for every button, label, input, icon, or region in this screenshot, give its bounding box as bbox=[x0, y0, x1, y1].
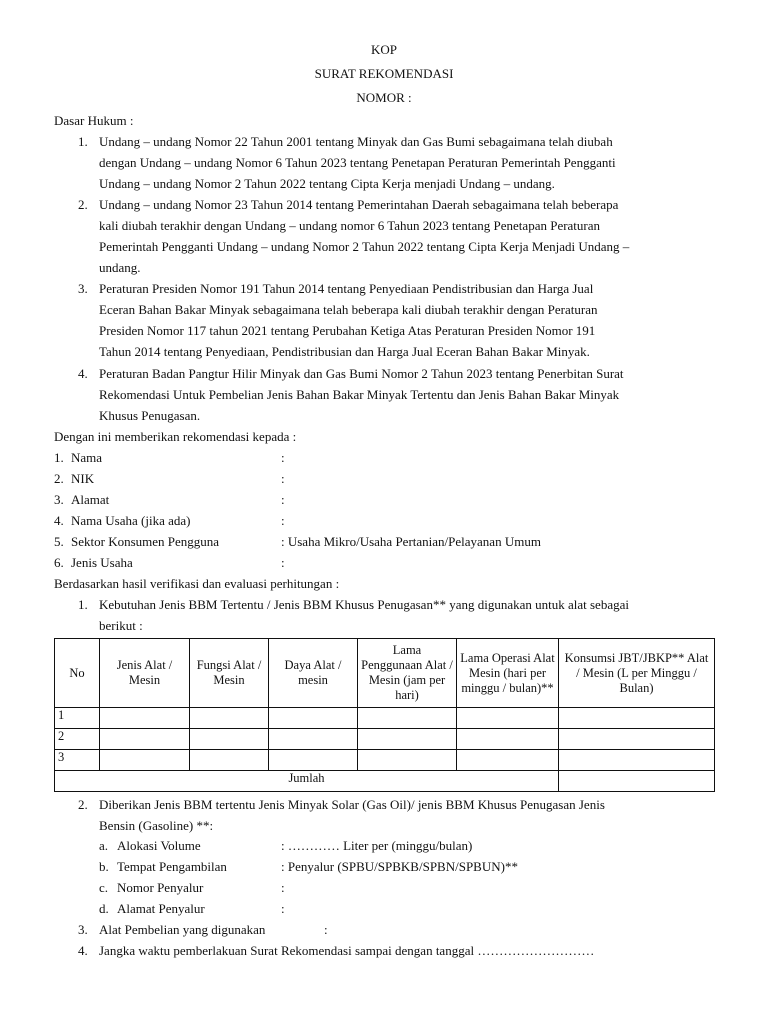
legal-item-line: Undang – undang Nomor 2 Tahun 2022 tentang Cipta Kerja menjadi Undang – undang. bbox=[99, 176, 555, 191]
legal-item-number: 2. bbox=[78, 197, 88, 212]
verification-item-line: berikut : bbox=[99, 618, 143, 633]
col-header-lama-operasi: Lama Operasi Alat Mesin (hari per minggu / bulan)** bbox=[457, 639, 559, 708]
purchase-item-value: : bbox=[324, 922, 328, 937]
table-total-row bbox=[55, 771, 715, 792]
allocation-item-line: Diberikan Jenis BBM tertentu Jenis Minyak Solar (Gas Oil)/ jenis BBM Khusus Penugasan Jenis bbox=[99, 797, 605, 812]
table-cell bbox=[190, 729, 269, 750]
table-cell bbox=[269, 750, 358, 771]
total-label: Jumlah bbox=[55, 771, 559, 792]
legal-item-line: Undang – undang Nomor 22 Tahun 2001 tentang Minyak dan Gas Bumi sebagaimana telah diubah bbox=[99, 134, 613, 149]
table-row bbox=[55, 750, 715, 771]
field-number: 5. bbox=[54, 534, 64, 549]
validity-item-number: 4. bbox=[78, 943, 88, 958]
field-value-alamat: : bbox=[281, 492, 285, 507]
equipment-table bbox=[54, 638, 715, 792]
allocation-item-line: Bensin (Gasoline) **: bbox=[99, 818, 214, 833]
field-label-sektor: Sektor Konsumen Pengguna bbox=[71, 534, 220, 549]
legal-item-line: Presiden Nomor 117 tahun 2021 tentang Perubahan Ketiga Atas Peraturan Presiden Nomor 191 bbox=[99, 323, 596, 338]
table-row bbox=[55, 729, 715, 750]
field-number: 3. bbox=[54, 492, 64, 507]
verification-intro: Berdasarkan hasil verifikasi dan evaluasi perhitungan : bbox=[54, 576, 340, 591]
allocation-item-number: 2. bbox=[78, 797, 88, 812]
field-label-nama: Nama bbox=[71, 450, 103, 465]
verification-item-number: 1. bbox=[78, 597, 88, 612]
legal-item-line: Khusus Penugasan. bbox=[99, 408, 201, 423]
sub-letter: c. bbox=[99, 880, 109, 895]
table-cell bbox=[559, 708, 715, 729]
table-cell bbox=[358, 750, 457, 771]
legal-item-line: dengan Undang – undang Nomor 6 Tahun 2023 tentang Penetapan Peraturan Pemerintah Pengganti bbox=[99, 155, 616, 170]
table-cell bbox=[559, 729, 715, 750]
legal-item-number: 3. bbox=[78, 281, 88, 296]
table-header-row bbox=[55, 639, 715, 708]
row-number: 2 bbox=[55, 729, 100, 750]
row-number: 1 bbox=[55, 708, 100, 729]
total-value bbox=[559, 771, 715, 792]
field-value-jenis-usaha: : bbox=[281, 555, 285, 570]
table-cell bbox=[190, 708, 269, 729]
recipient-intro: Dengan ini memberikan rekomendasi kepada : bbox=[54, 429, 297, 444]
table-cell bbox=[190, 750, 269, 771]
table-cell bbox=[457, 729, 559, 750]
field-label-nik: NIK bbox=[71, 471, 95, 486]
table-cell bbox=[269, 729, 358, 750]
field-number: 4. bbox=[54, 513, 64, 528]
legal-item-line: Eceran Bahan Bakar Minyak sebagaimana telah beberapa kali diubah terakhir dengan Peraturan bbox=[99, 302, 598, 317]
legal-item-line: undang. bbox=[99, 260, 141, 275]
sub-letter: b. bbox=[99, 859, 109, 874]
table-cell bbox=[457, 708, 559, 729]
field-number: 6. bbox=[54, 555, 64, 570]
sub-label-alokasi: Alokasi Volume bbox=[117, 838, 201, 853]
col-header-no: No bbox=[55, 639, 100, 708]
letter-number: NOMOR : bbox=[356, 90, 412, 105]
legal-item-number: 4. bbox=[78, 366, 88, 381]
sub-value-alamat-penyalur: : bbox=[281, 901, 285, 916]
purchase-item-label: Alat Pembelian yang digunakan bbox=[99, 922, 266, 937]
table-cell bbox=[358, 708, 457, 729]
col-header-daya-alat: Daya Alat / mesin bbox=[269, 639, 358, 708]
legal-item-number: 1. bbox=[78, 134, 88, 149]
validity-item-text: Jangka waktu pemberlakuan Surat Rekomendasi sampai dengan tanggal ……………………… bbox=[99, 943, 595, 958]
field-number: 2. bbox=[54, 471, 64, 486]
row-number: 3 bbox=[55, 750, 100, 771]
field-label-jenis-usaha: Jenis Usaha bbox=[71, 555, 133, 570]
table-cell bbox=[559, 750, 715, 771]
legal-item-line: Rekomendasi Untuk Pembelian Jenis Bahan Bakar Minyak Tertentu dan Jenis Bahan Bakar Minyak bbox=[99, 387, 620, 402]
table-cell bbox=[100, 750, 190, 771]
table-row bbox=[55, 708, 715, 729]
sub-value-alokasi: : ………… Liter per (minggu/bulan) bbox=[281, 838, 473, 853]
field-label-alamat: Alamat bbox=[71, 492, 110, 507]
sub-label-alamat-penyalur: Alamat Penyalur bbox=[117, 901, 205, 916]
table-cell bbox=[100, 708, 190, 729]
legal-item-line: Peraturan Presiden Nomor 191 Tahun 2014 tentang Penyediaan Pendistribusian dan Harga Jual bbox=[99, 281, 594, 296]
legal-item-line: Tahun 2014 tentang Penyediaan, Pendistribusian dan Harga Jual Eceran Bahan Bakar Minyak. bbox=[99, 344, 590, 359]
field-value-nama-usaha: : bbox=[281, 513, 285, 528]
sub-value-tempat: : Penyalur (SPBU/SPBKB/SPBN/SPBUN)** bbox=[281, 859, 518, 874]
col-header-fungsi-alat: Fungsi Alat / Mesin bbox=[190, 639, 269, 708]
table-cell bbox=[358, 729, 457, 750]
field-value-sektor: : Usaha Mikro/Usaha Pertanian/Pelayanan Umum bbox=[281, 534, 541, 549]
letter-title: SURAT REKOMENDASI bbox=[314, 66, 454, 81]
legal-item-line: Peraturan Badan Pangtur Hilir Minyak dan Gas Bumi Nomor 2 Tahun 2023 tentang Penerbitan Surat bbox=[99, 366, 624, 381]
field-value-nik: : bbox=[281, 471, 285, 486]
kop-heading: KOP bbox=[370, 42, 397, 57]
table-cell bbox=[269, 708, 358, 729]
col-header-jenis-alat: Jenis Alat / Mesin bbox=[100, 639, 190, 708]
legal-item-line: Pemerintah Pengganti Undang – undang Nomor 2 Tahun 2022 tentang Cipta Kerja Menjadi Undang – bbox=[99, 239, 630, 254]
legal-item-line: Undang – undang Nomor 23 Tahun 2014 tentang Pemerintahan Daerah sebagaimana telah beberapa bbox=[99, 197, 619, 212]
verification-item-line: Kebutuhan Jenis BBM Tertentu / Jenis BBM Khusus Penugasan** yang digunakan untuk alat sebagai bbox=[99, 597, 629, 612]
table-cell bbox=[100, 729, 190, 750]
sub-letter: d. bbox=[99, 901, 109, 916]
sub-value-nomor-penyalur: : bbox=[281, 880, 285, 895]
dasar-hukum-label: Dasar Hukum : bbox=[54, 113, 134, 128]
field-number: 1. bbox=[54, 450, 64, 465]
legal-item-line: kali diubah terakhir dengan Undang – undang nomor 6 Tahun 2023 tentang Penetapan Peraturan bbox=[99, 218, 601, 233]
sub-label-tempat: Tempat Pengambilan bbox=[117, 859, 227, 874]
col-header-konsumsi: Konsumsi JBT/JBKP** Alat / Mesin (L per Minggu / Bulan) bbox=[559, 639, 715, 708]
sub-letter: a. bbox=[99, 838, 109, 853]
purchase-item-number: 3. bbox=[78, 922, 88, 937]
field-value-nama: : bbox=[281, 450, 285, 465]
table-cell bbox=[457, 750, 559, 771]
field-label-nama-usaha: Nama Usaha (jika ada) bbox=[71, 513, 191, 528]
sub-label-nomor-penyalur: Nomor Penyalur bbox=[117, 880, 204, 895]
col-header-lama-penggunaan: Lama Penggunaan Alat / Mesin (jam per hari) bbox=[358, 639, 457, 708]
